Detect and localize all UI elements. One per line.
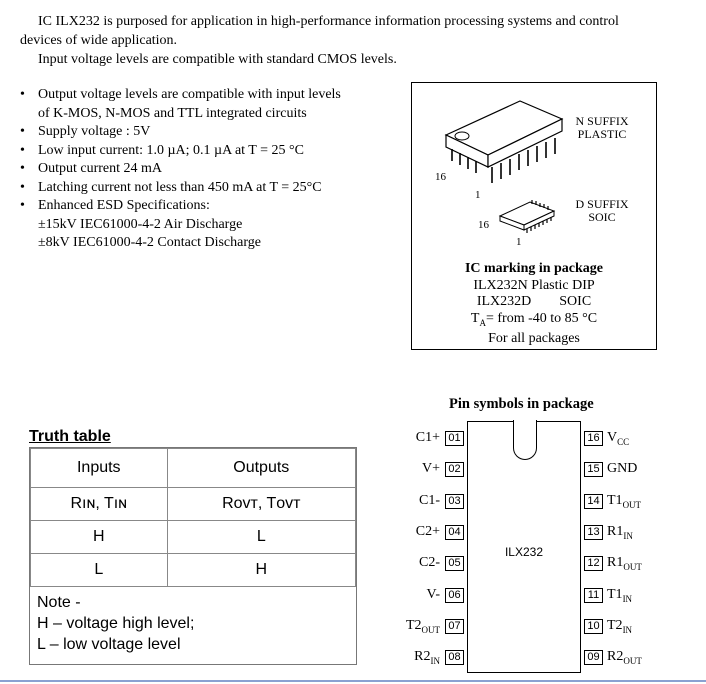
feature-item: • Output current 24 mA [20, 160, 400, 179]
feature-item-continuation: of K-MOS, N-MOS and TTL integrated circuits [38, 105, 307, 121]
pin-number: 06 [445, 588, 464, 603]
package-illustration [412, 83, 656, 263]
soic-pin1-label: 1 [516, 236, 522, 248]
feature-list [20, 86, 400, 253]
pin-label-left: C2- [419, 555, 440, 570]
truth-table-title: Truth table [29, 428, 111, 445]
marking-soic: ILX232D SOIC [476, 294, 592, 309]
header-outputs: Outputs [167, 449, 355, 488]
pin-number: 04 [445, 525, 464, 540]
pin-label-left: $T2_{OUT}$ [405, 618, 440, 635]
marking-temp: $T_A=$ from -40 to 85 °C [470, 310, 598, 328]
package-box [411, 82, 657, 350]
subheader-inputs: Rıɴ, Tıɴ [31, 488, 168, 521]
pin-label-right: GND [607, 461, 638, 476]
pin-label-right: $V_{CC}$ [607, 430, 630, 447]
table-cell: L [31, 554, 168, 587]
dip-pin1-label: 1 [475, 189, 481, 201]
intro-paragraph [20, 12, 690, 69]
truth-table [29, 447, 357, 665]
soic-package-drawing [500, 200, 554, 233]
n-suffix-label: N SUFFIX PLASTIC [575, 114, 629, 141]
intro-line-1: IC ILX232 is purposed for application in high-performance information processing systems and control [38, 14, 619, 29]
pin-number: 02 [445, 462, 464, 477]
table-cell: L [167, 521, 355, 554]
ic-marking-info [412, 261, 656, 347]
pin-label-right: $T1_{OUT}$ [607, 493, 642, 510]
pin-number: 12 [584, 556, 603, 571]
pin-label-right: $R2_{OUT}$ [607, 649, 642, 666]
pin-diagram-title: Pin symbols in package [449, 396, 594, 412]
table-cell: H [31, 521, 168, 554]
feature-item: • Latching current not less than 450 mA at T = 25°C [20, 179, 400, 198]
marking-all-packages: For all packages [488, 330, 580, 346]
esd-item-contact: ±8kV IEC61000-4-2 Contact Discharge [38, 235, 261, 250]
pin-number: 07 [445, 619, 464, 634]
marking-title: IC marking in package [464, 261, 604, 276]
feature-item: • Enhanced ESD Specifications: [20, 197, 400, 216]
intro-line-3: Input voltage levels are compatible with standard CMOS levels. [38, 52, 397, 67]
chip-notch [513, 420, 537, 460]
pin-label-left: V+ [421, 461, 440, 476]
pin-number: 01 [445, 431, 464, 446]
page-divider [0, 680, 706, 682]
feature-item: • Supply voltage : 5V [20, 123, 400, 142]
pin-label-left: V- [426, 587, 440, 602]
pin-number: 10 [584, 619, 603, 634]
esd-item-air: ±15kV IEC61000-4-2 Air Discharge [38, 216, 243, 232]
d-suffix-label: D SUFFIX SOIC [575, 197, 629, 224]
pin-label-right: $T2_{IN}$ [607, 618, 633, 635]
pin-label-right: $T1_{IN}$ [607, 587, 633, 604]
pin-number: 16 [584, 431, 603, 446]
pin-number: 09 [584, 650, 603, 665]
subheader-outputs: Rᴏᴠᴛ, Tᴏᴠᴛ [167, 488, 355, 521]
pin-label-right: $R1_{IN}$ [607, 524, 633, 541]
pin-number: 11 [584, 588, 603, 603]
pin-number: 13 [584, 525, 603, 540]
pin-number: 15 [584, 462, 603, 477]
dip-package-drawing [446, 101, 562, 183]
pin-number: 05 [445, 556, 464, 571]
pin-number: 08 [445, 650, 464, 665]
pin-label-left: C1+ [415, 430, 440, 445]
dip-pin16-label: 16 [435, 171, 446, 183]
soic-pin16-label: 16 [478, 219, 489, 231]
pin-number: 03 [445, 494, 464, 509]
table-cell: H [167, 554, 355, 587]
truth-table-grid [30, 448, 356, 587]
chip-name: ILX232 [504, 545, 544, 559]
truth-table-note: Note - H – voltage high level; L – low voltage level [37, 594, 195, 653]
pin-label-right: $R1_{OUT}$ [607, 555, 642, 572]
intro-line-2: devices of wide application. [20, 33, 178, 48]
pin-label-left: $R2_{IN}$ [414, 649, 440, 666]
feature-item: • Low input current: 1.0 µA; 0.1 µA at T = 25 °C [20, 142, 400, 161]
pin-number: 14 [584, 494, 603, 509]
pin-label-left: C1- [419, 493, 440, 508]
marking-dip: ILX232N Plastic DIP [473, 277, 595, 293]
pin-label-left: C2+ [415, 524, 440, 539]
header-inputs: Inputs [31, 449, 168, 488]
feature-item: • Output voltage levels are compatible with input levels [20, 86, 400, 105]
